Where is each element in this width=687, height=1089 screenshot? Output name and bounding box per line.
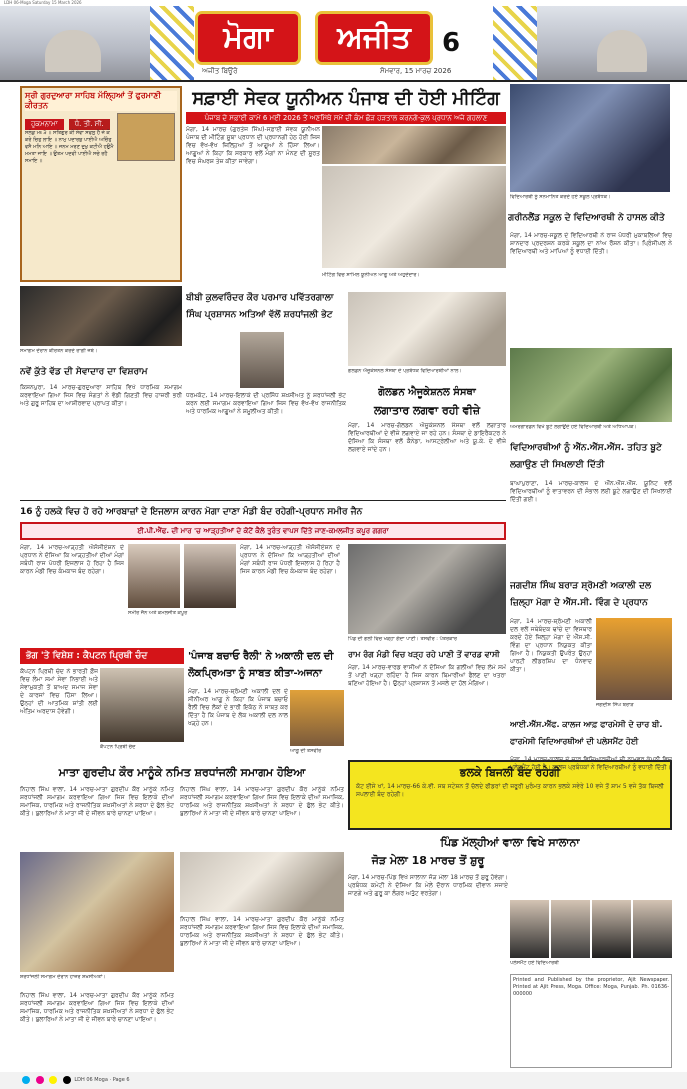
photo-student-2 [551,900,590,958]
headline-jor-mela: ਪਿੰਡ ਮੱਲ੍ਹੀਆਂ ਵਾਲਾ ਵਿਖੇ ਸਾਲਾਨਾ [440,836,580,849]
headline-grain-market: 16 ਨੂੰ ਹਲਕੇ ਵਿਚ ਹੋ ਰਹੇ ਆਰਬਾਜ਼ਾਂ ਦੇ ਇਜਲਾਸ ਕਾਰਨ ਮੋਗਾ ਦਾਣਾ ਮੰਡੀ ਬੰਦ ਰਹੇਗੀ-ਪ੍ਰਧਾਨ ਸਮੀਰ ਜੈਨ [20,507,363,517]
photo-akali-leader [290,690,344,746]
hukamnama-text: ਸਲੋਕੁ ਮਃ ੩ ॥ ਸਤਿਗੁਰ ਕੀ ਸੇਵਾ ਸਫਲੁ ਹੈ ਜੇ ਕੋ ਕਰੇ ਚਿਤੁ ਲਾਇ ॥ ਨਾਮੁ ਪਦਾਰਥੁ ਪਾਈਐ ਅਚਿੰਤੁ ਵਸੈ ਮਨਿ ਆਇ ॥ ਜਨਮ ਮਰਣ ਦੁਖੁ ਕਟੀਐ ਹਉਮੈ ਮਮਤਾ ਜਾਇ ॥ ਉਤਮ ਪਦਵੀ ਪਾਈਐ ਸਚੇ ਰਹੈ ਸਮਾਇ ॥ [25,130,114,164]
story-text-grain-market-col2: ਮੋਗਾ, 14 ਮਾਰਚ-ਆੜ੍ਹਤੀ ਐਸੋਸੀਏਸ਼ਨ ਦੇ ਪ੍ਰਧਾਨ ਨੇ ਦੱਸਿਆ ਕਿ ਆੜ੍ਹਤੀਆਂ ਦੀਆਂ ਮੰਗਾਂ ਸਬੰਧੀ ਰਾਜ ਪੱਧਰੀ ਇਜਲਾਸ ਹੋ ਰਿਹਾ ਹੈ ਜਿਸ ਕਾਰਨ ਮੰਡੀ ਵਿਚ ਕੰਮਕਾਜ ਬੰਦ ਰਹੇਗਾ। [240,544,340,575]
photo-school-medals [510,84,670,192]
story-text-jor-mela: ਮੋਗਾ, 14 ਮਾਰਚ-ਪਿੰਡ ਵਿਖੇ ਸਾਲਾਨਾ ਜੋੜ ਮੇਲਾ 18 ਮਾਰਚ ਤੋਂ ਸ਼ੁਰੂ ਹੋਵੇਗਾ। ਪ੍ਰਬੰਧਕ ਕਮੇਟੀ ਨੇ ਦੱਸਿਆ ਕਿ ਮੇਲੇ ਦੌਰਾਨ ਧਾਰਮਿਕ ਦੀਵਾਨ ਸਜਾਏ ਜਾਣਗੇ ਅਤੇ ਗੁਰੂ ਕਾ ਲੰਗਰ ਅਤੁੱਟ ਵਰਤੇਗਾ। [348,874,508,897]
story-text-sanitation-union: ਮੋਗਾ, 14 ਮਾਰਚ (ਗੁਰਤੇਜ ਸਿੰਘ)-ਸਫ਼ਾਈ ਸੇਵਕ ਯੂਨੀਅਨ ਪੰਜਾਬ ਦੀ ਮੀਟਿੰਗ ਸੂਬਾ ਪ੍ਰਧਾਨ ਦੀ ਪ੍ਰਧਾਨਗੀ ਹੇਠ ਹੋਈ ਜਿਸ ਵਿਚ ਵੱਖ-ਵੱਖ ਜ਼ਿਲ੍ਹਿਆਂ ਤੋਂ ਆਗੂਆਂ ਨੇ ਹਿੱਸਾ ਲਿਆ। ਆਗੂਆਂ ਨੇ ਕਿਹਾ ਕਿ ਸਰਕਾਰ ਵਲੋਂ ਮੰਗਾਂ ਨਾ ਮੰਨਣ ਦੀ ਸੂਰਤ ਵਿਚ ਸੰਘਰਸ਼ ਤੇਜ਼ ਕੀਤਾ ਜਾਵੇਗਾ। [186,126,320,165]
hukamnama-label: ਹੁਕਮਨਾਮਾ [25,119,64,130]
golden-temple-photo [117,113,175,161]
caption-tribute-event: ਸ਼ਰਧਾਂਜਲੀ ਸਮਾਗਮ ਦੌਰਾਨ ਹਾਜ਼ਰ ਸ਼ਖ਼ਸੀਅਤਾਂ। [20,974,106,980]
caption-tree-planting: ਅਮਰਗਾਰਡਨ ਵਿਖੇ ਬੂਟੇ ਲਗਾਉਂਦੇ ਹੋਏ ਵਿਦਿਆਰਥੀ ਅਤੇ ਅਧਿਆਪਕ। [510,424,637,430]
footer-strip [0,1072,687,1089]
photo-student-3 [592,900,631,958]
photo-kirtan [20,286,182,346]
photo-woman-portrait [240,332,284,388]
story-text-mata-gurdeep-kaur-col3: ਨਿਹਾਲ ਸਿੰਘ ਵਾਲਾ, 14 ਮਾਰਚ-ਮਾਤਾ ਗੁਰਦੀਪ ਕੌਰ ਮਾਨੂੰਕੇ ਨਮਿਤ ਸ਼ਰਧਾਂਜਲੀ ਸਮਾਗਮ ਕਰਵਾਇਆ ਗਿਆ ਜਿਸ ਵਿਚ ਇਲਾਕੇ ਦੀਆਂ ਸਮਾਜਿਕ, ਧਾਰਮਿਕ ਅਤੇ ਰਾਜਨੀਤਿਕ ਸ਼ਖ਼ਸੀਅਤਾਂ ਨੇ ਸ਼ਰਧਾ ਦੇ ਫੁੱਲ ਭੇਟ ਕੀਤੇ। ਬੁਲਾਰਿਆਂ ਨੇ ਮਾਤਾ ਜੀ ਦੇ ਜੀਵਨ ਬਾਰੇ ਚਾਨਣਾ ਪਾਇਆ। [20,992,174,1023]
story-text-school-medals: ਮੋਗਾ, 14 ਮਾਰਚ-ਸਕੂਲ ਦੇ ਵਿਦਿਆਰਥੀ ਨੇ ਰਾਜ ਪੱਧਰੀ ਮੁਕਾਬਲਿਆਂ ਵਿਚ ਸ਼ਾਨਦਾਰ ਪ੍ਰਦਰਸ਼ਨ ਕਰਕੇ ਸਕੂਲ ਦਾ ਨਾਂਅ ਰੌਸ਼ਨ ਕੀਤਾ। ਪ੍ਰਿੰਸੀਪਲ ਨੇ ਵਿਦਿਆਰਥੀ ਅਤੇ ਮਾਪਿਆਂ ਨੂੰ ਵਧਾਈ ਦਿੱਤੀ। [510,232,672,255]
decorative-pattern-left [150,6,194,82]
story-text-grain-market: ਮੋਗਾ, 14 ਮਾਰਚ-ਆੜ੍ਹਤੀ ਐਸੋਸੀਏਸ਼ਨ ਦੇ ਪ੍ਰਧਾਨ ਨੇ ਦੱਸਿਆ ਕਿ ਆੜ੍ਹਤੀਆਂ ਦੀਆਂ ਮੰਗਾਂ ਸਬੰਧੀ ਰਾਜ ਪੱਧਰੀ ਇਜਲਾਸ ਹੋ ਰਿਹਾ ਹੈ ਜਿਸ ਕਾਰਨ ਮੰਡੀ ਵਿਚ ਕੰਮਕਾਜ ਬੰਦ ਰਹੇਗਾ। [20,544,124,575]
hukamnama-box [20,86,182,282]
text-power-cut: ਕੋਟ ਈਸੇ ਖਾਂ, 14 ਮਾਰਚ-66 ਕੇ.ਵੀ. ਸਬ ਸਟੇਸ਼ਨ ਤੋਂ ਚੱਲਦੇ ਫੀਡਰਾਂ ਦੀ ਜ਼ਰੂਰੀ ਮੁਰੰਮਤ ਕਾਰਨ ਭਲਕੇ ਸਵੇਰੇ 10 ਵਜੇ ਤੋਂ ਸ਼ਾਮ 5 ਵਜੇ ਤੱਕ ਬਿਜਲੀ ਸਪਲਾਈ ਬੰਦ ਰਹੇਗੀ। [356,783,664,798]
photo-meeting-top [322,126,506,164]
headline-street-water: ਰਾਮ ਰੰਗ ਮੰਡੀ ਵਿਚ ਖੜ੍ਹ ਰਹੇ ਪਾਣੀ ਤੋਂ ਵਾਰਡ ਵਾਸੀ [348,650,500,659]
story-text-golden-institute: ਮੋਗਾ, 14 ਮਾਰਚ-ਗੋਲਡਨ ਐਜੂਕੇਸ਼ਨਲ ਸੰਸਥਾ ਵਲੋਂ ਲਗਾਤਾਰ ਵਿਦਿਆਰਥੀਆਂ ਦੇ ਵੀਜ਼ੇ ਲਗਵਾਏ ਜਾ ਰਹੇ ਹਨ। ਸੰਸਥਾ ਦੇ ਡਾਇਰੈਕਟਰ ਨੇ ਦੱਸਿਆ ਕਿ ਸੰਸਥਾ ਵਲੋਂ ਕੈਨੇਡਾ, ਆਸਟ੍ਰੇਲੀਆ ਅਤੇ ਯੂ.ਕੇ. ਦੇ ਵੀਜ਼ੇ ਲਗਵਾਏ ਜਾਂਦੇ ਹਨ। [348,422,506,453]
headline-pharmacy-placement: ਆਈ.ਐੱਸ.ਐੱਫ. ਕਾਲਜ ਆਫ਼ ਫਾਰਮੇਸੀ ਦੇ ਚਾਰ ਬੀ. ਫਾਰਮੇਸੀ ਵਿਦਿਆਰਥੀਆਂ ਦੀ ਪਲੇਸਮੈਂਟ ਹੋਈ [510,720,663,746]
caption-akali-leader: ਆਗੂ ਦੀ ਤਸਵੀਰ [290,748,322,754]
photo-student-4 [633,900,672,958]
story-text-punjab-rally: ਮੋਗਾ, 14 ਮਾਰਚ-ਸ਼੍ਰੋਮਣੀ ਅਕਾਲੀ ਦਲ ਦੇ ਸੀਨੀਅਰ ਆਗੂ ਨੇ ਕਿਹਾ ਕਿ ਪੰਜਾਬ ਬਚਾਓ ਰੈਲੀ ਵਿਚ ਲੋਕਾਂ ਦੇ ਭਾਰੀ ਇਕੱਠ ਨੇ ਸਾਬਤ ਕਰ ਦਿੱਤਾ ਹੈ ਕਿ ਪੰਜਾਬ ਦੇ ਲੋਕ ਅਕਾਲੀ ਦਲ ਨਾਲ ਖੜ੍ਹੇ ਹਨ। [188,688,288,727]
caption-sanitation-union: ਮੀਟਿੰਗ ਵਿਚ ਸ਼ਾਮਿਲ ਯੂਨੀਅਨ ਆਗੂ ਅਤੇ ਅਹੁਦੇਦਾਰ। [322,272,420,278]
decorative-pattern-right [493,6,537,82]
registration-dot-magenta [36,1076,44,1084]
headline-sc-wing: ਜਗਦੀਸ਼ ਸਿੰਘ ਬਰਾੜ ਸ਼੍ਰੋਮਣੀ ਅਕਾਲੀ ਦਲ ਜ਼ਿਲ੍ਹਾ ਮੋਗਾ ਦੇ ਐੱਸ.ਸੀ. ਵਿੰਗ ਦੇ ਪ੍ਰਧਾਨ [510,581,652,608]
headline-tree-planting: ਵਿਦਿਆਰਥੀਆਂ ਨੂੰ ਐੱਨ.ਐੱਸ.ਐੱਸ. ਤਹਿਤ ਬੂਟੇ ਲਗਾਉਣ ਦੀ ਸਿਖਲਾਈ ਦਿੱਤੀ [510,443,662,470]
photo-jagdish-brar [596,618,672,700]
headline-school-medals: ਗਰੀਨਲੈਂਡ ਸਕੂਲ ਦੇ ਵਿਦਿਆਰਥੀ ਨੇ ਹਾਸਲ ਕੀਤੇ [508,213,665,223]
caption-captain: ਕੈਪਟਨ ਪ੍ਰਿਥੀ ਚੰਦ [100,744,136,750]
photo-street-water [348,544,506,634]
story-text-mata-gurdeep-kaur: ਨਿਹਾਲ ਸਿੰਘ ਵਾਲਾ, 14 ਮਾਰਚ-ਮਾਤਾ ਗੁਰਦੀਪ ਕੌਰ ਮਾਨੂੰਕੇ ਨਮਿਤ ਸ਼ਰਧਾਂਜਲੀ ਸਮਾਗਮ ਕਰਵਾਇਆ ਗਿਆ ਜਿਸ ਵਿਚ ਇਲਾਕੇ ਦੀਆਂ ਸਮਾਜਿਕ, ਧਾਰਮਿਕ ਅਤੇ ਰਾਜਨੀਤਿਕ ਸ਼ਖ਼ਸੀਅਤਾਂ ਨੇ ਸ਼ਰਧਾ ਦੇ ਫੁੱਲ ਭੇਟ ਕੀਤੇ। ਬੁਲਾਰਿਆਂ ਨੇ ਮਾਤਾ ਜੀ ਦੇ ਜੀਵਨ ਬਾਰੇ ਚਾਨਣਾ ਪਾਇਆ। [20,786,174,817]
page-number: 6 [442,28,461,58]
caption-kirtan: ਸਮਾਗਮ ਦੌਰਾਨ ਕੀਰਤਨ ਕਰਦੇ ਰਾਗੀ ਜਥੇ। [20,348,98,354]
story-text-mata-gurdeep-kaur-col4: ਨਿਹਾਲ ਸਿੰਘ ਵਾਲਾ, 14 ਮਾਰਚ-ਮਾਤਾ ਗੁਰਦੀਪ ਕੌਰ ਮਾਨੂੰਕੇ ਨਮਿਤ ਸ਼ਰਧਾਂਜਲੀ ਸਮਾਗਮ ਕਰਵਾਇਆ ਗਿਆ ਜਿਸ ਵਿਚ ਇਲਾਕੇ ਦੀਆਂ ਸਮਾਜਿਕ, ਧਾਰਮਿਕ ਅਤੇ ਰਾਜਨੀਤਿਕ ਸ਼ਖ਼ਸੀਅਤਾਂ ਨੇ ਸ਼ਰਧਾ ਦੇ ਫੁੱਲ ਭੇਟ ਕੀਤੇ। ਬੁਲਾਰਿਆਂ ਨੇ ਮਾਤਾ ਜੀ ਦੇ ਜੀਵਨ ਬਾਰੇ ਚਾਨਣਾ ਪਾਇਆ। [180,916,344,947]
headline-punjab-rally: 'ਪੰਜਾਬ ਬਚਾਓ ਰੈਲੀ' ਨੇ ਅਕਾਲੀ ਦਲ ਦੀ ਲੋਕਪ੍ਰਿਅਤਾ ਨੂੰ ਸਾਬਤ ਕੀਤਾ-ਅਜਨਾ [188,651,334,679]
footer-text: LDH 06 Moga · Page 6 [74,1077,130,1083]
masthead-left-photo [0,6,150,82]
caption-grain-market: ਸਮੀਰ ਜੈਨ ਅਤੇ ਕਮਲਜੀਤ ਕਪੂਰ [128,610,188,616]
hukamnama-title: ਸ੍ਰੀ ਗੁਰਦੁਆਰਾ ਸਾਹਿਬ ਮੱਲ੍ਹਿਆਂ ਤੋਂ ਫੁਰਮਾਣੀ ਕੀਰਤਨ [25,91,177,111]
masthead-city-name: ਮੋਗਾ [198,14,298,62]
divider [20,500,506,501]
print-strip: LDH 06-Moga Saturday 15 March 2026 [4,0,82,5]
story-text-pharmacy-placement: ਮੋਗਾ, 14 ਮਾਰਚ-ਕਾਲਜ ਦੇ ਚਾਰ ਵਿਦਿਆਰਥੀਆਂ ਦੀ ਨਾਮਵਰ ਕੰਪਨੀ ਵਿਚ ਪਲੇਸਮੈਂਟ ਹੋਈ ਹੈ। ਕਾਲਜ ਪ੍ਰਬੰਧਕਾਂ ਨੇ ਵਿਦਿਆਰਥੀਆਂ ਨੂੰ ਵਧਾਈ ਦਿੱਤੀ। [510,756,672,771]
photo-meeting-main [322,166,506,268]
caption-golden-institute: ਗੋਲਡਨ ਐਜੂਕੇਸ਼ਨਲ ਸੰਸਥਾ ਦੇ ਪ੍ਰਬੰਧਕ ਵਿਦਿਆਰਥੀਆਂ ਨਾਲ। [348,368,462,374]
headline-golden-institute: ਗੋਲਡਨ ਐਜੂਕੇਸ਼ਨਲ ਸੰਸਥਾ [378,387,476,398]
pharmacy-students-photos [510,900,672,958]
headline-gurdwara-event: ਨਵੇਂ ਕੁੱਤੇ ਵੱਡ ਦੀ ਸੇਵਾਦਾਰ ਦਾ ਵਿਸ਼ਰਾਮ [20,367,148,377]
photo-captain [100,668,184,742]
caption-jagdish-brar: ਜਗਦੀਸ਼ ਸਿੰਘ ਬਰਾੜ [596,702,634,708]
hukamnama-sublabel: ਧੰ. ਤੀ. ਸੀ. [69,119,110,130]
story-text-captain: ਕੈਪਟਨ ਪ੍ਰਿਥੀ ਚੰਦ ਨੇ ਭਾਰਤੀ ਫ਼ੌਜ ਵਿਚ ਲੰਮਾ ਸਮਾਂ ਸੇਵਾ ਨਿਭਾਈ ਅਤੇ ਸੇਵਾਮੁਕਤੀ ਤੋਂ ਬਾਅਦ ਸਮਾਜ ਸੇਵਾ ਦੇ ਕਾਰਜਾਂ ਵਿਚ ਹਿੱਸਾ ਲਿਆ। ਉਨ੍ਹਾਂ ਦੀ ਆਤਮਿਕ ਸ਼ਾਂਤੀ ਲਈ ਅੰਤਿਮ ਅਰਦਾਸ ਹੋਵੇਗੀ। [20,668,98,715]
feature-label: ਭੋਗ 'ਤੇ ਵਿਸ਼ੇਸ਼ : ਕੈਪਟਨ ਪ੍ਰਿਥੀ ਚੰਦ [20,648,184,664]
caption-pharmacy-students: ਪਲੇਸਮੈਂਟ ਹੋਏ ਵਿਦਿਆਰਥੀ [510,960,559,966]
photo-kamaljit-kapoor [184,544,236,608]
headline-mata-gurdeep-kaur: ਮਾਤਾ ਗੁਰਦੀਪ ਕੌਰ ਮਾਨੂੰਕੇ ਨਮਿਤ ਸ਼ਰਧਾਂਜਲੀ ਸਮਾਗਮ ਹੋਇਆ [58,766,306,779]
subhead-grain-market: ਈ.ਪੀ.ਐੱਫ. ਦੀ ਮਾਰ 'ਚ ਆੜ੍ਹਤੀਆਂ ਦੇ ਕੋਟੋਂ ਕੈਲੇ ਤੁਰੰਤ ਵਾਪਸ ਦਿੱਤੇ ਜਾਣ-ਕਮਲਜੀਤ ਕਪੂਰ ਗਗਰਾ [20,522,506,540]
caption-school-medals: ਵਿਦਿਆਰਥੀ ਨੂੰ ਸਨਮਾਨਿਤ ਕਰਦੇ ਹੋਏ ਸਕੂਲ ਪ੍ਰਬੰਧਕ। [510,194,611,200]
masthead-date: ਸੋਮਵਾਰ, 15 ਮਾਰਚ 2026 [380,67,452,75]
photo-tree-planting [510,348,672,422]
story-text-tribute: ਧਰਮਕੋਟ, 14 ਮਾਰਚ-ਇਲਾਕੇ ਦੀ ਪ੍ਰਸਿੱਧ ਸ਼ਖ਼ਸੀਅਤ ਨੂੰ ਸ਼ਰਧਾਂਜਲੀ ਭੇਟ ਕਰਨ ਲਈ ਸਮਾਗਮ ਕਰਵਾਇਆ ਗਿਆ ਜਿਸ ਵਿਚ ਵੱਖ-ਵੱਖ ਰਾਜਨੀਤਿਕ ਅਤੇ ਧਾਰਮਿਕ ਆਗੂਆਂ ਨੇ ਸ਼ਮੂਲੀਅਤ ਕੀਤੀ। [186,392,346,415]
masthead-paper-name: ਅਜੀਤ [318,14,430,62]
photo-tribute-event-1 [20,852,174,972]
masthead-right-photo [537,6,687,82]
masthead-title-area [150,6,537,82]
subhead-sanitation-union: ਪੰਜਾਬ ਦੇ ਸਫ਼ਾਈ ਕਾਮੇ 6 ਮਈ 2026 ਤੋਂ ਅਣਮਿੱਥੇ ਸਮੇਂ ਦੀ ਕੰਮ ਛੋੜ ਹੜਤਾਲ ਕਰਨਗੇ-ਕੁਲ ਪ੍ਰਧਾਨ ਅਜੇ ਗਹਲਾਣ [186,112,506,124]
imprint-box: Printed and Published by the proprietor, Ajit Newspaper. Printed at Ajit Press, Moga. Office: Moga, Punjab. Ph. 01636-000000 [510,974,672,1068]
photo-samir-jain [128,544,180,608]
headline-tribute: ਬੀਬੀ ਕੁਲਵਰਿੰਦਰ ਕੌਰ ਪਰਮਾਰ ਪਵਿੱਤਰਗਾਲਾ ਸਿੰਘ ਪ੍ਰਸ਼ਾਸਨ ਅਤਿਆਂ ਵੱਲੋਂ ਸ਼ਰਧਾਂਜਲੀ ਭੇਟ [186,293,334,320]
story-text-mata-gurdeep-kaur-col2: ਨਿਹਾਲ ਸਿੰਘ ਵਾਲਾ, 14 ਮਾਰਚ-ਮਾਤਾ ਗੁਰਦੀਪ ਕੌਰ ਮਾਨੂੰਕੇ ਨਮਿਤ ਸ਼ਰਧਾਂਜਲੀ ਸਮਾਗਮ ਕਰਵਾਇਆ ਗਿਆ ਜਿਸ ਵਿਚ ਇਲਾਕੇ ਦੀਆਂ ਸਮਾਜਿਕ, ਧਾਰਮਿਕ ਅਤੇ ਰਾਜਨੀਤਿਕ ਸ਼ਖ਼ਸੀਅਤਾਂ ਨੇ ਸ਼ਰਧਾ ਦੇ ਫੁੱਲ ਭੇਟ ਕੀਤੇ। ਬੁਲਾਰਿਆਂ ਨੇ ਮਾਤਾ ਜੀ ਦੇ ਜੀਵਨ ਬਾਰੇ ਚਾਨਣਾ ਪਾਇਆ। [180,786,344,817]
story-text-sc-wing: ਮੋਗਾ, 14 ਮਾਰਚ-ਸ਼੍ਰੋਮਣੀ ਅਕਾਲੀ ਦਲ ਵਲੋਂ ਜਥੇਬੰਦਕ ਢਾਂਚੇ ਦਾ ਵਿਸਥਾਰ ਕਰਦੇ ਹੋਏ ਜ਼ਿਲ੍ਹਾ ਮੋਗਾ ਦੇ ਐੱਸ.ਸੀ. ਵਿੰਗ ਦਾ ਪ੍ਰਧਾਨ ਨਿਯੁਕਤ ਕੀਤਾ ਗਿਆ ਹੈ। ਨਿਯੁਕਤੀ ਉਪਰੰਤ ਉਨ੍ਹਾਂ ਪਾਰਟੀ ਲੀਡਰਸ਼ਿਪ ਦਾ ਧੰਨਵਾਦ ਕੀਤਾ। [510,618,592,673]
photo-student-1 [510,900,549,958]
registration-dot-cyan [22,1076,30,1084]
story-text-gurdwara-event: ਕਿਸ਼ਨਪੁਰਾ, 14 ਮਾਰਚ-ਗੁਰਦੁਆਰਾ ਸਾਹਿਬ ਵਿਖੇ ਧਾਰਮਿਕ ਸਮਾਗਮ ਕਰਵਾਇਆ ਗਿਆ ਜਿਸ ਵਿਚ ਸੰਗਤਾਂ ਨੇ ਵੱਡੀ ਗਿਣਤੀ ਵਿਚ ਹਾਜ਼ਰੀ ਭਰੀ ਅਤੇ ਗੁਰੂ ਸਾਹਿਬ ਦਾ ਆਸ਼ੀਰਵਾਦ ਪ੍ਰਾਪਤ ਕੀਤਾ। [20,384,182,407]
headline-sanitation-union: ਸਫ਼ਾਈ ਸੇਵਕ ਯੂਨੀਅਨ ਪੰਜਾਬ ਦੀ ਹੋਈ ਮੀਟਿੰਗ [192,88,500,109]
masthead [0,6,687,82]
registration-dot-black [63,1076,71,1084]
masthead-subtitle: ਅਜੀਤ ਬਿਊਰੋ [202,67,238,75]
headline2-jor-mela: ਜੋੜ ਮੇਲਾ 18 ਮਾਰਚ ਤੋਂ ਸ਼ੁਰੂ [371,854,485,867]
registration-dot-yellow [49,1076,57,1084]
photo-golden-institute [348,292,506,366]
photo-tribute-event-2 [180,852,344,912]
headline-power-cut: ਭਲਕੇ ਬਿਜਲੀ ਬੰਦ ਰਹੇਗੀ [459,766,561,779]
headline2-golden-institute: ਲਗਾਤਾਰ ਲਗਵਾ ਰਹੀ ਵੀਜ਼ੇ [373,404,481,417]
story-text-street-water: ਮੋਗਾ, 14 ਮਾਰਚ-ਵਾਰਡ ਵਾਸੀਆਂ ਨੇ ਦੱਸਿਆ ਕਿ ਗਲੀਆਂ ਵਿਚ ਲੰਮੇ ਸਮੇਂ ਤੋਂ ਪਾਣੀ ਖੜ੍ਹਾ ਰਹਿੰਦਾ ਹੈ ਜਿਸ ਕਾਰਨ ਬਿਮਾਰੀਆਂ ਫੈਲਣ ਦਾ ਖਤਰਾ ਬਣਿਆ ਹੋਇਆ ਹੈ। ਉਨ੍ਹਾਂ ਪ੍ਰਸ਼ਾਸਨ ਤੋਂ ਮਸਲੇ ਦਾ ਹੱਲ ਮੰਗਿਆ। [348,664,506,687]
story-text-tree-planting: ਬਾਘਾਪੁਰਾਣਾ, 14 ਮਾਰਚ-ਕਾਲਜ ਦੇ ਐੱਨ.ਐੱਸ.ਐੱਸ. ਯੂਨਿਟ ਵਲੋਂ ਵਿਦਿਆਰਥੀਆਂ ਨੂੰ ਵਾਤਾਵਰਨ ਦੀ ਸੰਭਾਲ ਲਈ ਬੂਟੇ ਲਗਾਉਣ ਦੀ ਸਿਖਲਾਈ ਦਿੱਤੀ ਗਈ। [510,480,672,503]
caption-street-water: ਪਿੰਡ ਦੀ ਗਲੀ ਵਿਚ ਖੜ੍ਹਾ ਗੰਦਾ ਪਾਣੀ। ਤਸਵੀਰ : ਪੱਤਰਕਾਰ [348,636,458,642]
